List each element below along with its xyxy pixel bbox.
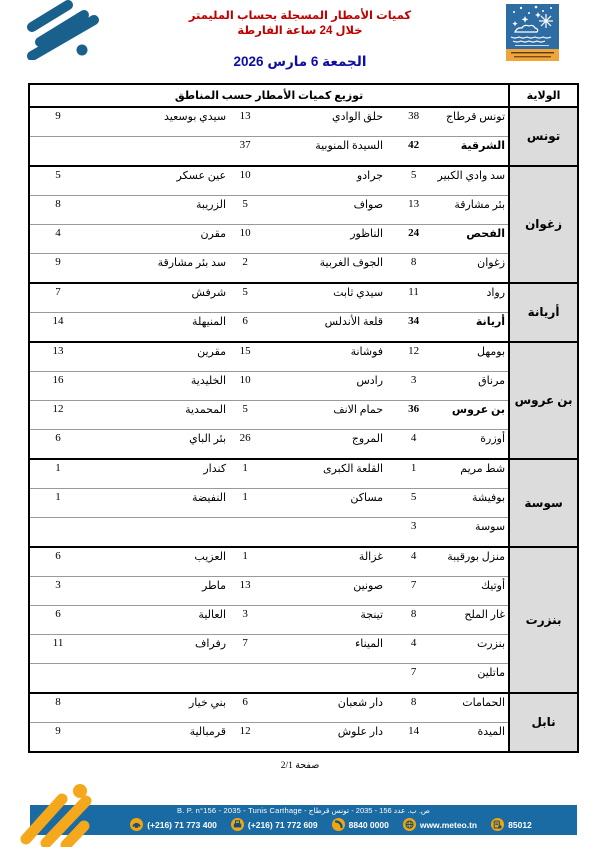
station-cell: سيدي ثابت [261,283,386,313]
footer-stripes-decoration [14,779,129,848]
station-cell: الخليدية [86,372,229,401]
station-cell: غزالة [261,547,386,577]
value-cell: 10 [229,166,261,196]
station-cell: مقرن [86,225,229,254]
value-cell: 7 [29,283,86,313]
governorate-cell: بن عروس [509,342,578,459]
station-cell: رفراف [86,635,229,664]
value-cell: 8 [386,693,441,723]
value-cell [229,518,261,548]
table-row [29,459,578,489]
value-cell: 14 [386,723,441,753]
distribution-header: توزيع كميات الأمطار حسب المناطق [29,84,509,107]
station-cell: سد وادي الكبير [441,166,509,196]
sms-number: 85012 [508,819,532,830]
value-cell: 12 [386,342,441,372]
value-cell: 3 [386,372,441,401]
rainfall-table [28,83,579,753]
station-cell: منزل بورقيبة [441,547,509,577]
value-cell: 5 [229,401,261,430]
value-cell: 15 [229,342,261,372]
fax-contact [231,818,318,831]
report-date: الجمعة 6 مارس 2026 [233,54,367,69]
value-cell: 5 [386,489,441,518]
telephone-icon [130,818,143,831]
report-title [0,9,600,39]
value-cell: 3 [29,577,86,606]
value-cell: 7 [386,577,441,606]
hotline-contact [332,818,389,831]
table-row [29,693,578,723]
station-cell: المنيهلة [86,313,229,343]
value-cell: 1 [386,459,441,489]
value-cell: 36 [386,401,441,430]
station-cell: تينجة [261,606,386,635]
station-cell: أريانة [441,313,509,343]
value-cell: 4 [386,635,441,664]
value-cell: 6 [229,313,261,343]
value-cell: 4 [29,225,86,254]
postal-address: ص. ب. عدد 156 - 2035 - تونس قرطاج - B. P. n°156 - 2035 - Tunis Carthage [177,806,430,815]
station-cell: السيدة المنوبية [261,137,386,167]
value-cell [29,518,86,548]
station-cell: سوسة [441,518,509,548]
value-cell: 13 [229,577,261,606]
table-row [29,606,578,635]
value-cell: 6 [229,693,261,723]
value-cell: 42 [386,137,441,167]
table-row [29,283,578,313]
table-row [29,723,578,753]
station-cell: بنزرت [441,635,509,664]
station-cell: الميناء [261,635,386,664]
table-row [29,107,578,137]
value-cell [229,664,261,694]
phone-handset-icon [332,818,345,831]
value-cell: 12 [29,401,86,430]
value-cell: 34 [386,313,441,343]
station-cell: زغوان [441,254,509,284]
table-row [29,635,578,664]
station-cell: فوشانة [261,342,386,372]
value-cell: 7 [386,664,441,694]
station-cell: كندار [86,459,229,489]
station-cell: الزريبة [86,196,229,225]
station-cell: الميدة [441,723,509,753]
station-cell: العالية [86,606,229,635]
table-row [29,166,578,196]
value-cell: 3 [386,518,441,548]
governorate-cell: تونس [509,107,578,166]
value-cell: 12 [229,723,261,753]
station-cell: حلق الوادي [261,107,386,137]
station-cell [86,664,229,694]
value-cell [29,137,86,167]
governorate-header: الولاية [509,84,578,107]
station-cell: دار شعبان [261,693,386,723]
value-cell: 11 [29,635,86,664]
table-row [29,342,578,372]
value-cell: 9 [29,107,86,137]
value-cell: 10 [229,372,261,401]
station-cell: بئر الباي [86,430,229,460]
value-cell: 4 [386,430,441,460]
value-cell: 1 [229,459,261,489]
value-cell: 8 [386,254,441,284]
station-cell: المحمدية [86,401,229,430]
station-cell: سيدي بوسعيد [86,107,229,137]
value-cell: 13 [386,196,441,225]
value-cell: 8 [29,196,86,225]
page-number: صفحة 2/1 [280,761,320,771]
globe-icon [403,818,416,831]
phone-contact [130,818,217,831]
governorate-cell: نابل [509,693,578,752]
station-cell: سد بئر مشارقة [86,254,229,284]
station-cell: حمام الانف [261,401,386,430]
value-cell: 37 [229,137,261,167]
table-row [29,372,578,401]
station-cell: مرناق [441,372,509,401]
value-cell: 8 [29,693,86,723]
website-contact [403,818,477,831]
station-cell: رادس [261,372,386,401]
value-cell: 1 [229,547,261,577]
fax-number: (+216) 71 772 609 [247,819,318,830]
station-cell: أوتيك [441,577,509,606]
value-cell: 8 [386,606,441,635]
value-cell: 5 [29,166,86,196]
value-cell: 5 [386,166,441,196]
table-row [29,225,578,254]
station-cell: القلعة الكبرى [261,459,386,489]
table-row [29,489,578,518]
value-cell: 4 [386,547,441,577]
table-row [29,518,578,548]
value-cell: 14 [29,313,86,343]
station-cell: صواف [261,196,386,225]
governorate-cell: أريانة [509,283,578,342]
station-cell: بئر مشارقة [441,196,509,225]
station-cell: رواد [441,283,509,313]
value-cell: 13 [229,107,261,137]
station-cell: بني خيار [86,693,229,723]
station-cell: جرادو [261,166,386,196]
value-cell: 24 [386,225,441,254]
table-row [29,137,578,167]
table-row [29,196,578,225]
station-cell: العزيب [86,547,229,577]
value-cell: 1 [29,489,86,518]
station-cell: مقرين [86,342,229,372]
station-cell: ماطر [86,577,229,606]
value-cell: 2 [229,254,261,284]
station-cell: الجوف الغربية [261,254,386,284]
station-cell [86,518,229,548]
value-cell: 6 [29,430,86,460]
value-cell: 6 [29,547,86,577]
table-header-row [29,84,578,107]
sms-contact [491,818,532,831]
station-cell: الحمامات [441,693,509,723]
value-cell: 1 [229,489,261,518]
governorate-cell: زغوان [509,166,578,283]
station-cell: تونس قرطاج [441,107,509,137]
sms-icon [491,818,504,831]
table-row [29,547,578,577]
contact-list [85,818,577,831]
station-cell: صونين [261,577,386,606]
station-cell: مساكن [261,489,386,518]
value-cell: 26 [229,430,261,460]
station-cell: بومهل [441,342,509,372]
station-cell: ماتلين [441,664,509,694]
report-title-line1: كميات الأمطار المسجلة بحساب المليمتر [188,10,412,22]
website-url: www.meteo.tn [419,819,478,830]
station-cell: عين عسكر [86,166,229,196]
value-cell: 16 [29,372,86,401]
station-cell: قرمبالية [86,723,229,753]
station-cell: بن عروس [441,401,509,430]
station-cell: الشرقية [441,137,509,167]
station-cell [261,518,386,548]
governorate-cell: بنزرت [509,547,578,693]
station-cell: النفيضة [86,489,229,518]
station-cell: الناظور [261,225,386,254]
table-row [29,401,578,430]
station-cell: غار الملح [441,606,509,635]
station-cell [86,137,229,167]
governorate-cell: سوسة [509,459,578,547]
table-row [29,313,578,343]
value-cell: 7 [229,635,261,664]
table-row [29,254,578,284]
table-row [29,430,578,460]
value-cell: 9 [29,254,86,284]
fax-icon [231,818,244,831]
hotline-number: 8840 0000 [348,819,389,830]
value-cell: 38 [386,107,441,137]
station-cell: قلعة الأندلس [261,313,386,343]
value-cell [29,664,86,694]
station-cell: شرفش [86,283,229,313]
station-cell: دار علوش [261,723,386,753]
station-cell: المروج [261,430,386,460]
station-cell: أوزرة [441,430,509,460]
station-cell: شط مريم [441,459,509,489]
value-cell: 5 [229,196,261,225]
station-cell: الفحص [441,225,509,254]
table-row [29,577,578,606]
value-cell: 10 [229,225,261,254]
value-cell: 11 [386,283,441,313]
value-cell: 5 [229,283,261,313]
phone-number: (+216) 71 773 400 [147,819,217,830]
value-cell: 9 [29,723,86,753]
value-cell: 13 [29,342,86,372]
station-cell: بوفيشة [441,489,509,518]
value-cell: 1 [29,459,86,489]
value-cell: 3 [229,606,261,635]
table-row [29,664,578,694]
report-title-line2: خلال 24 ساعة الفارطة [237,25,363,37]
station-cell [261,664,386,694]
value-cell: 6 [29,606,86,635]
